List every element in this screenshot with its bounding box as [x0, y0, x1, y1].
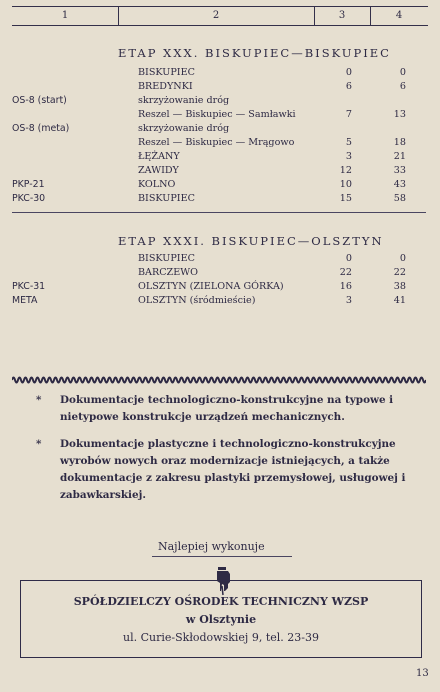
distance-total: 6: [399, 81, 406, 92]
company-address: ul. Curie-Skłodowskiej 9, tel. 23-39: [123, 631, 319, 644]
location-name: BARCZEWO: [138, 267, 198, 278]
location-name: BISKUPIEC: [138, 193, 195, 204]
table-row: [0, 66, 440, 79]
checkpoint-code: OS-8 (start): [12, 95, 67, 106]
table-row: [0, 80, 440, 93]
ad-bullet-1: [36, 392, 430, 428]
distance-total: 18: [393, 137, 406, 148]
table-row: [0, 150, 440, 163]
bullet-star: *: [36, 394, 42, 406]
table-row: [0, 122, 440, 135]
ad-bullet-text: Dokumentacje plastyczne i technologiczno-konstrukcyjne wyrobów nowych oraz modernizacje istniejących, a także dokumentacje z zakresu plastyki przemysłowej, usługowej i zabawkarskiej.: [60, 438, 406, 501]
distance-total: 0: [399, 253, 406, 264]
company-box: [20, 580, 422, 658]
location-name: BREDYNKI: [138, 81, 193, 92]
distance-total: 38: [393, 281, 406, 292]
distance-segment: 0: [345, 67, 352, 78]
stage-30-table: [0, 66, 440, 206]
distance-segment: 6: [345, 81, 352, 92]
checkpoint-code: OS-8 (meta): [12, 123, 70, 134]
location-name: OLSZTYN (ZIELONA GÓRKA): [138, 281, 284, 292]
distance-total: 13: [393, 109, 406, 120]
ad-bullet-text: Dokumentacje technologiczno-konstrukcyjne na typowe i nietypowe konstrukcje urządzeń mechanicznych.: [60, 394, 394, 423]
table-row: [0, 178, 440, 191]
bullet-star: *: [36, 438, 42, 450]
checkpoint-code: META: [12, 295, 38, 306]
cta-text: Najlepiej wykonuje: [158, 540, 265, 553]
location-name: skrzyżowanie dróg: [138, 123, 230, 134]
location-name: ZAWIDY: [138, 165, 179, 176]
distance-segment: 15: [339, 193, 352, 204]
location-name: ŁĘŻANY: [138, 151, 180, 162]
column-header-2: 2: [212, 10, 220, 21]
checkpoint-code: PKC-30: [12, 193, 46, 204]
table-row: [0, 266, 440, 279]
location-name: KOLNO: [138, 179, 176, 190]
column-header-3: 3: [338, 10, 346, 21]
distance-segment: 5: [345, 137, 352, 148]
stage-30-title: ETAP XXX. BISKUPIEC—BISKUPIEC: [118, 46, 391, 60]
company-name: SPÓŁDZIELCZY OŚRODEK TECHNICZNY WZSP: [73, 595, 369, 608]
table-row: [0, 94, 440, 107]
distance-total: 43: [393, 179, 406, 190]
table-row: [0, 164, 440, 177]
distance-segment: 7: [345, 109, 352, 120]
table-row: [0, 192, 440, 205]
stage-31-table: [0, 252, 440, 312]
distance-total: 33: [393, 165, 406, 176]
cta-underline: [152, 556, 292, 557]
distance-segment: 3: [345, 295, 352, 306]
table-row: [0, 252, 440, 265]
location-name: OLSZTYN (śródmieście): [138, 295, 256, 306]
column-header-1: 1: [61, 10, 69, 21]
distance-segment: 3: [345, 151, 352, 162]
table-row: [0, 108, 440, 121]
distance-total: 21: [393, 151, 406, 162]
page-number: 13: [416, 668, 429, 679]
distance-segment: 16: [339, 281, 352, 292]
distance-segment: 0: [345, 253, 352, 264]
distance-segment: 12: [339, 165, 352, 176]
company-city: w Olsztynie: [185, 613, 257, 626]
distance-total: 22: [393, 267, 406, 278]
location-name: BISKUPIEC: [138, 253, 195, 264]
column-header-bar: [12, 6, 428, 26]
column-header-4: 4: [395, 10, 403, 21]
wave-border: [12, 375, 426, 385]
divider: [12, 212, 426, 213]
checkpoint-code: PKC-31: [12, 281, 46, 292]
ad-bullet-2: [36, 436, 430, 508]
checkpoint-code: PKP-21: [12, 179, 45, 190]
distance-segment: 22: [339, 267, 352, 278]
location-name: skrzyżowanie dróg: [138, 95, 230, 106]
table-row: [0, 280, 440, 293]
location-name: Reszel — Biskupiec — Mrągowo: [138, 137, 295, 148]
distance-total: 0: [399, 67, 406, 78]
location-name: Reszel — Biskupiec — Samławki: [138, 109, 296, 120]
distance-total: 41: [393, 295, 406, 306]
distance-total: 58: [393, 193, 406, 204]
stage-31-title: ETAP XXXI. BISKUPIEC—OLSZTYN: [118, 234, 384, 248]
table-row: [0, 294, 440, 307]
wave-border-path: [12, 378, 426, 383]
table-row: [0, 136, 440, 149]
distance-segment: 10: [339, 179, 352, 190]
location-name: BISKUPIEC: [138, 67, 195, 78]
